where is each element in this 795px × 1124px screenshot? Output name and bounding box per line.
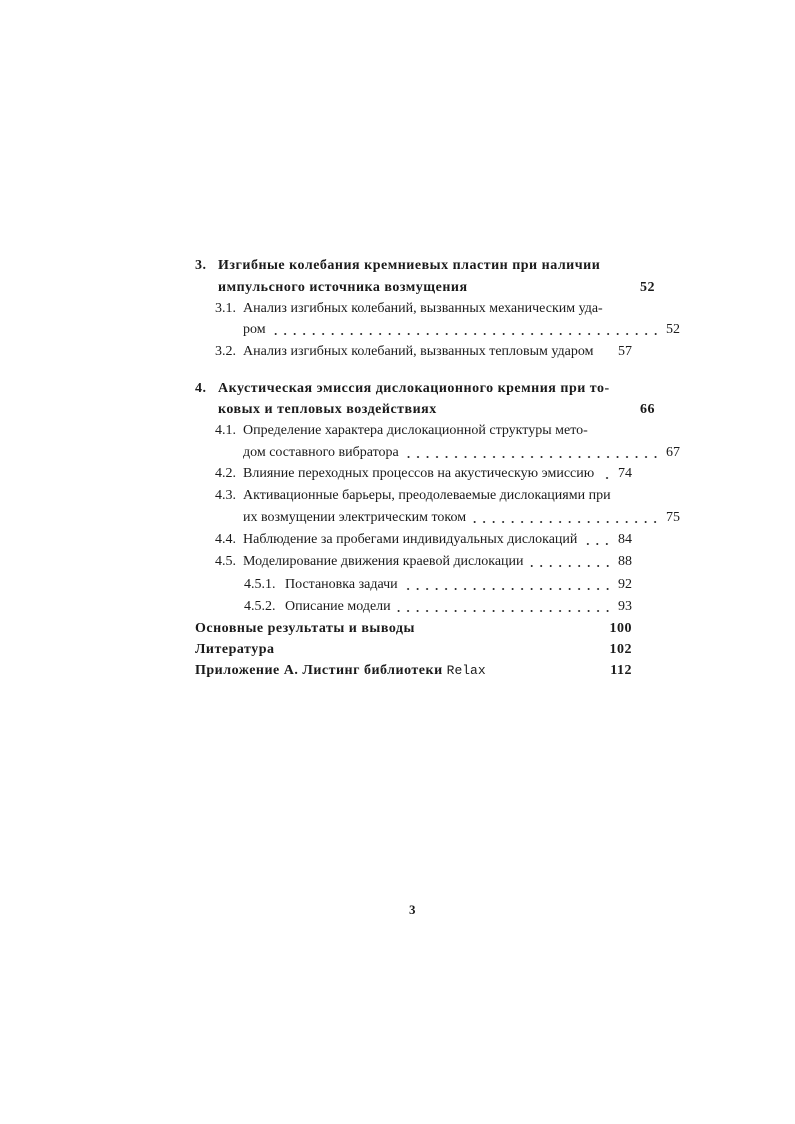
dot-leader (397, 597, 612, 617)
toc-page: 67 (666, 445, 680, 460)
toc-title-wrap (195, 661, 486, 681)
toc-number: 4.2. (215, 466, 236, 481)
toc-page: 52 (640, 280, 655, 295)
dot-leader (583, 530, 612, 550)
toc-page: 66 (640, 402, 655, 417)
toc-title: импульсного источника возмущения (218, 280, 468, 295)
toc-number: 3.2. (215, 344, 236, 359)
toc-title: Приложение А. Листинг библиотеки (195, 663, 443, 678)
toc-title: Влияние переходных процессов на акустическую эмиссию (243, 466, 595, 481)
toc-number: 4.5. (215, 554, 236, 569)
toc-page: 100 (609, 621, 632, 636)
toc-page: 75 (666, 510, 680, 525)
dot-leader (404, 575, 612, 595)
toc-number: 4.5.2. (244, 599, 276, 614)
toc-title: Литература (195, 642, 275, 657)
toc-title: Описание модели (285, 599, 391, 614)
toc-title: их возмущении электрическим током (243, 510, 467, 525)
toc-section-3-1[interactable] (195, 299, 632, 319)
toc-page: 102 (609, 642, 632, 657)
dot-leader (530, 552, 612, 572)
toc-page: 88 (618, 554, 632, 569)
toc-appendix[interactable] (195, 661, 632, 681)
toc-title-code: Relax (446, 663, 486, 678)
toc-page: 92 (618, 577, 632, 592)
toc-number: 4.4. (215, 532, 236, 547)
toc-section-4-1[interactable] (195, 421, 632, 441)
toc-title: Основные результаты и выводы (195, 621, 415, 636)
dot-leader (472, 508, 660, 528)
toc-chapter-4-cont[interactable] (195, 400, 655, 420)
toc-page: 74 (618, 466, 632, 481)
dot-leader (405, 443, 660, 463)
toc-chapter-3-cont[interactable] (195, 278, 655, 298)
dot-leader (272, 320, 660, 340)
toc-page: 84 (618, 532, 632, 547)
page-number: 3 (409, 902, 416, 917)
toc-chapter-3[interactable] (195, 256, 632, 276)
toc-section-4-3[interactable] (195, 486, 632, 506)
toc-title: Изгибные колебания кремниевых пластин при наличии (218, 258, 601, 273)
toc-page: 52 (666, 322, 680, 337)
toc-page: 112 (610, 663, 632, 678)
toc-section-4-1-cont[interactable] (195, 443, 680, 463)
toc-chapter-4[interactable] (195, 379, 632, 399)
toc-literature[interactable] (195, 640, 632, 660)
toc-title: Постановка задачи (285, 577, 398, 592)
toc-page: 57 (618, 344, 632, 359)
toc-number: 4. (195, 381, 207, 396)
toc-title: дом составного вибратора (243, 445, 399, 460)
toc-number: 4.3. (215, 488, 236, 503)
toc-title: Наблюдение за пробегами индивидуальных дислокаций (243, 532, 578, 547)
toc-number: 4.1. (215, 423, 236, 438)
toc-subsection-4-5-2[interactable] (195, 597, 632, 617)
toc-subsection-4-5-1[interactable] (195, 575, 632, 595)
toc-title: Моделирование движения краевой дислокации (243, 554, 524, 569)
toc-section-4-5[interactable] (195, 552, 632, 572)
dot-leader (600, 464, 612, 484)
toc-number: 3. (195, 258, 207, 273)
toc-section-4-3-cont[interactable] (195, 508, 680, 528)
toc-title: Активационные барьеры, преодолеваемые дислокациями при (243, 488, 611, 503)
toc-title: Анализ изгибных колебаний, вызванных механическим уда- (243, 301, 603, 316)
toc-section-3-1-cont[interactable] (195, 320, 680, 340)
toc-page: 93 (618, 599, 632, 614)
toc-number: 3.1. (215, 301, 236, 316)
toc-section-3-2[interactable] (195, 342, 632, 362)
toc-title: Акустическая эмиссия дислокационного кремния при то- (218, 381, 610, 396)
toc-title: Анализ изгибных колебаний, вызванных тепловым ударом (243, 344, 594, 359)
toc-section-4-4[interactable] (195, 530, 632, 550)
toc-title: Определение характера дислокационной структуры мето- (243, 423, 588, 438)
toc-title: ром (243, 322, 266, 337)
toc-section-4-2[interactable] (195, 464, 632, 484)
toc-number: 4.5.1. (244, 577, 276, 592)
toc-results[interactable] (195, 619, 632, 639)
toc-title: ковых и тепловых воздействиях (218, 402, 437, 417)
